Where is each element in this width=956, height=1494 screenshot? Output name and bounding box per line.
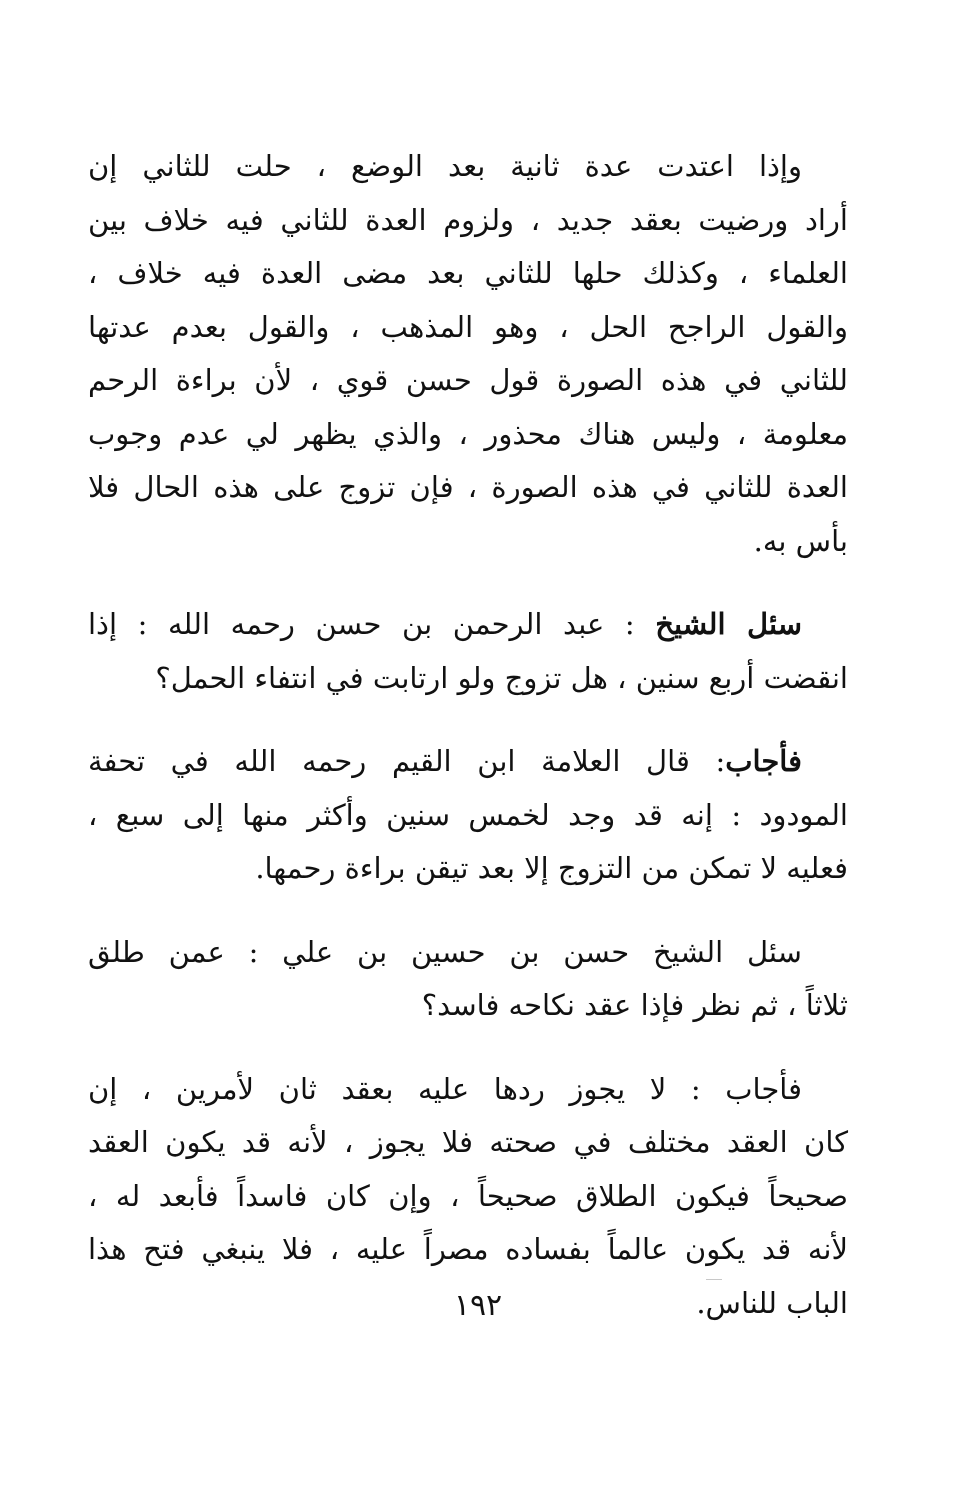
text-line: فأجاب : لا يجوز ردها عليه بعقد ثان لأمرين ، إن — [88, 1071, 802, 1106]
text-line: سئل الشيخ حسن بن حسين بن علي : عمن طلق — [88, 934, 802, 969]
text-line — [88, 735, 848, 789]
page-number: ١٩٢ — [453, 1288, 503, 1323]
text-line: والقول الراجح الحل ، وهو المذهب ، والقول بعدم عدتها — [88, 309, 848, 344]
text-line: وإذا اعتدت عدة ثانية بعد الوضع ، حلت للثاني إن — [88, 149, 802, 183]
text-line: أراد ورضيت بعقد جديد ، ولزوم العدة للثاني فيه خلاف بين — [88, 202, 848, 237]
text-line: بأس به. — [753, 523, 848, 558]
text-line: ثلاثاً ، ثم نظر فإذا عقد نكاحه فاسد؟ — [421, 988, 848, 1022]
text-line: العدة للثاني في هذه الصورة ، فإن تزوج على هذه الحال فلا — [88, 470, 848, 504]
question-lead: سئل الشيخ — [655, 607, 803, 641]
paragraph-2 — [88, 598, 848, 705]
paragraph-4 — [88, 926, 848, 1033]
question-text: : عبد الرحمن بن حسن رحمه الله : إذا — [88, 607, 635, 641]
answer-lead: فأجاب — [725, 744, 802, 778]
text-line — [88, 598, 848, 652]
scan-speck — [706, 1279, 722, 1280]
text-line: انقضت أربع سنين ، هل تزوج ولو ارتابت في انتفاء الحمل؟ — [155, 660, 848, 695]
text-line: معلومة ، وليس هناك محذور ، والذي يظهر لي عدم وجوب — [88, 416, 848, 451]
text-line: لأنه قد يكون عالماً بفساده مصراً عليه ، فلا ينبغي فتح هذا — [88, 1232, 848, 1266]
text-line: المودود : إنه قد وجد لخمس سنين وأكثر منها إلى سبع ، — [88, 797, 848, 832]
text-line: الباب للناس. — [696, 1285, 848, 1320]
paragraph-3 — [88, 735, 848, 896]
text-line: صحيحاً فيكون الطلاق صحيحاً ، وإن كان فاسداً فأبعد له ، — [88, 1178, 848, 1213]
paragraph-1 — [88, 140, 848, 568]
text-line: كان العقد مختلف في صحته فلا يجوز ، لأنه قد يكون العقد — [88, 1125, 848, 1159]
page-body — [88, 140, 848, 1360]
text-line: فعليه لا تمكن من التزوج إلا بعد تيقن براءة رحمها. — [255, 851, 848, 885]
text-line: العلماء ، وكذلك حلها للثاني بعد مضى العدة فيه خلاف ، — [88, 256, 848, 290]
answer-text: : قال العلامة ابن القيم رحمه الله في تحفة — [88, 744, 726, 778]
text-line: للثاني في هذه الصورة قول حسن قوي ، لأن براءة الرحم — [88, 363, 848, 397]
